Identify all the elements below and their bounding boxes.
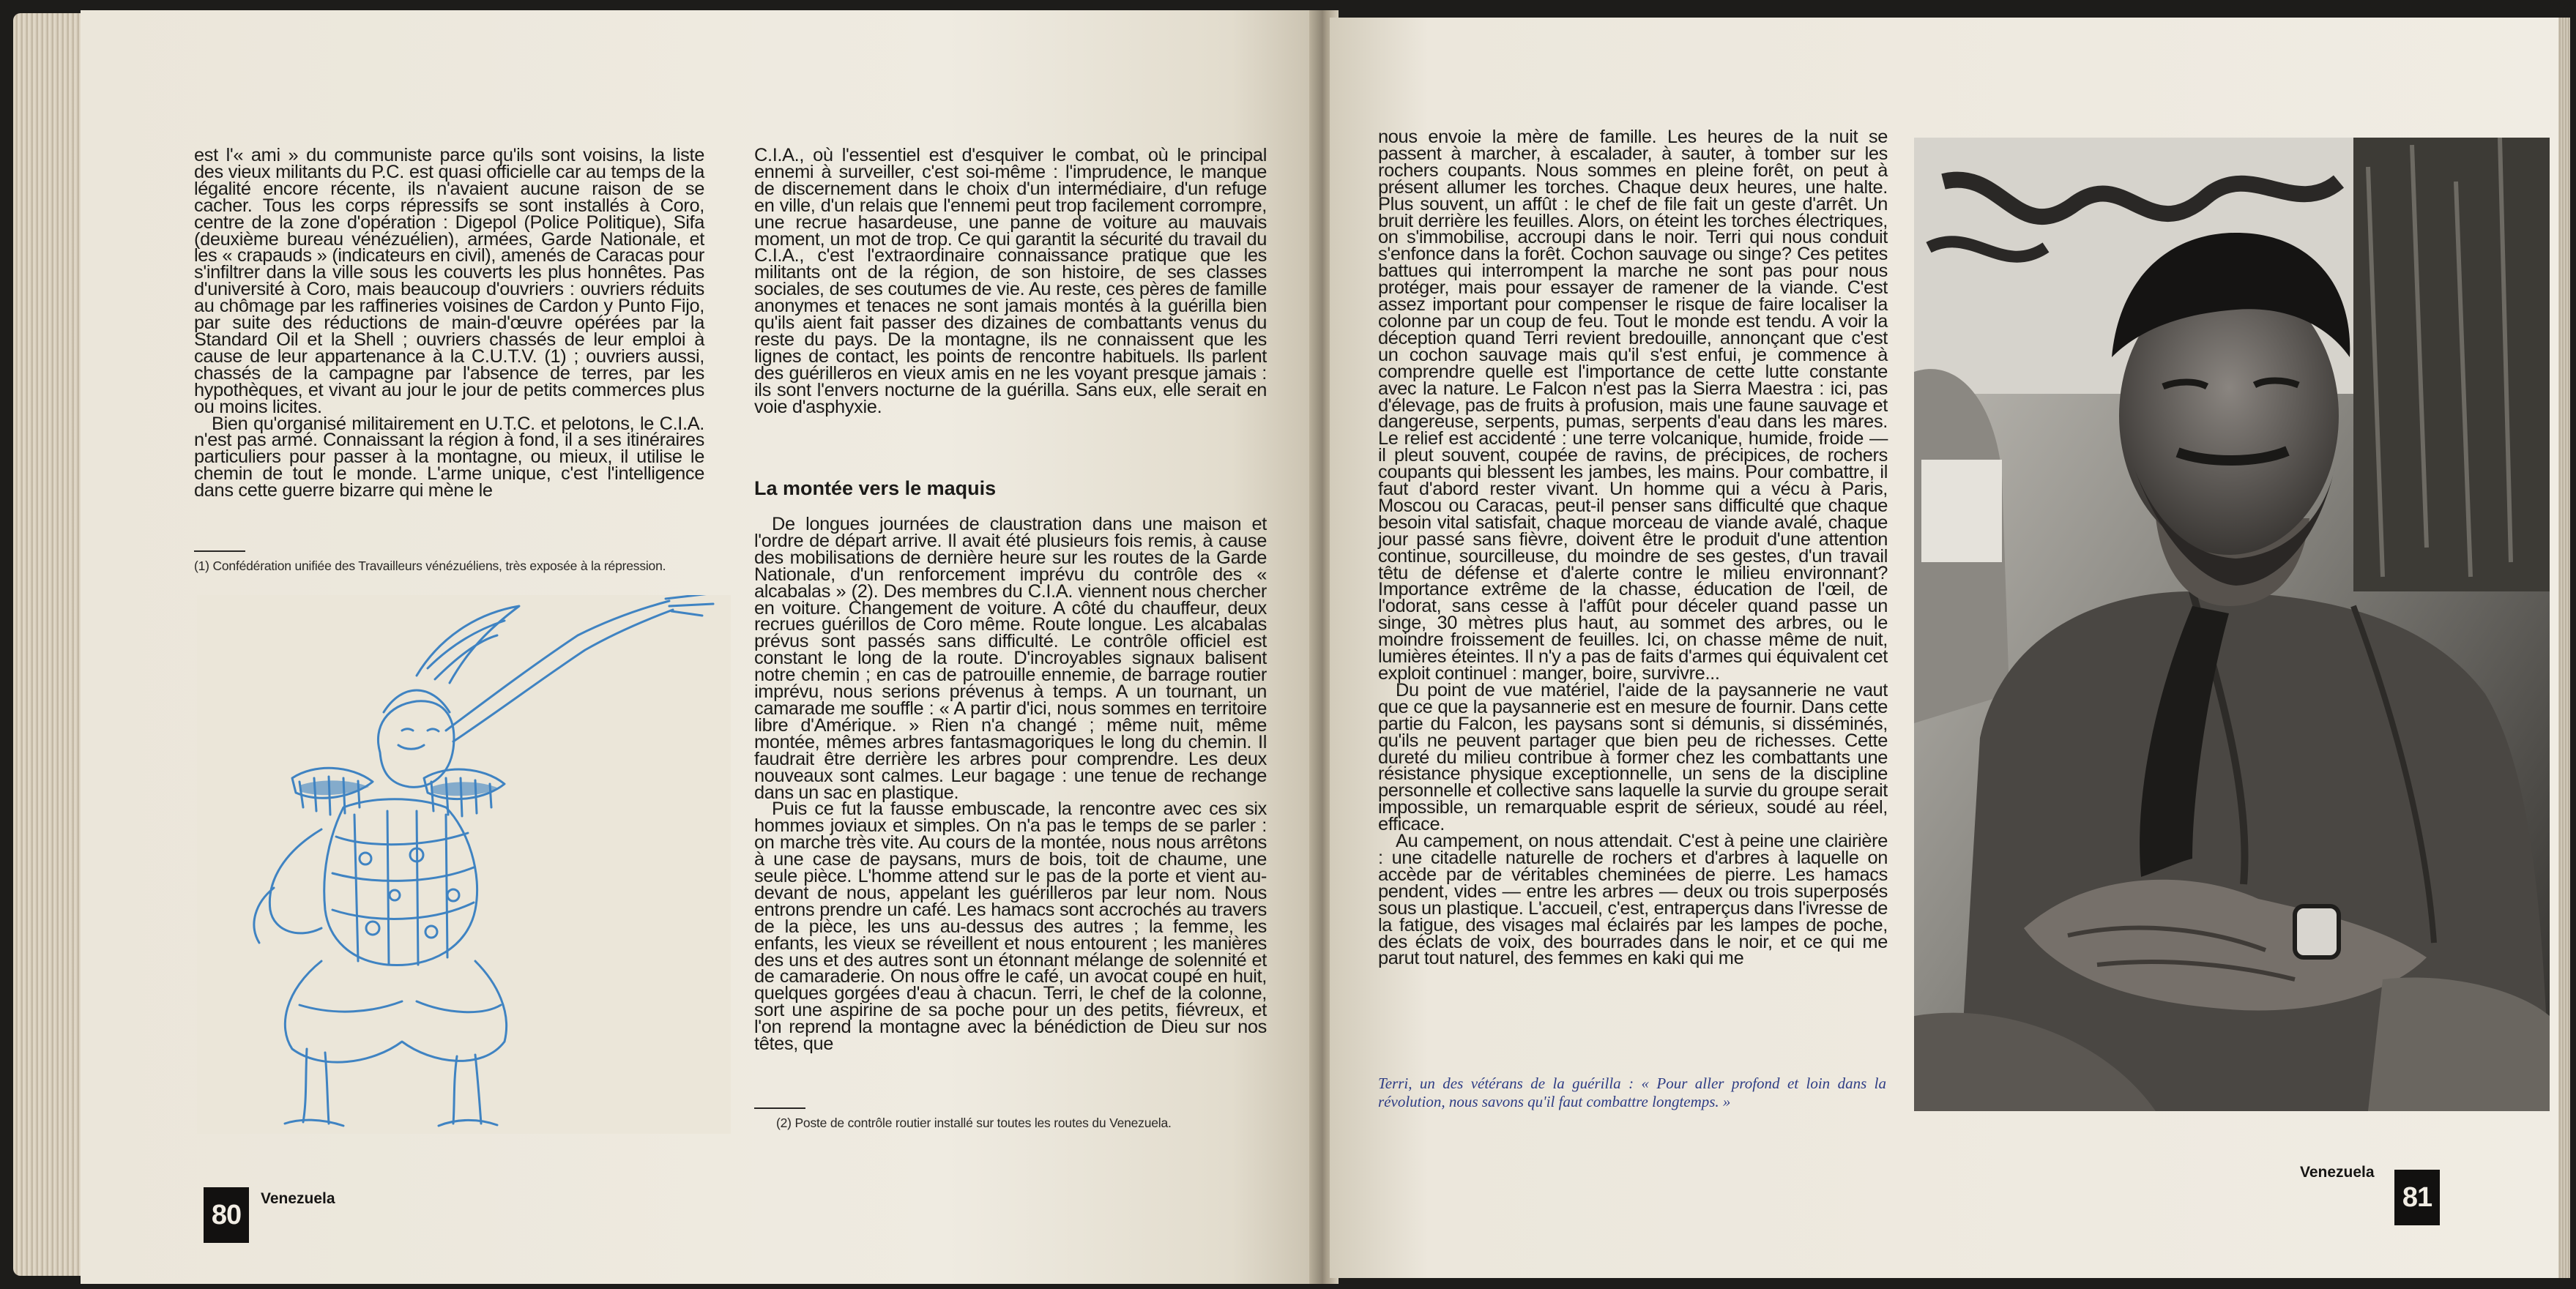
running-head-left: Venezuela [261,1190,335,1207]
page-number-left: 80 [204,1187,249,1243]
running-head-right: Venezuela [2300,1164,2375,1181]
paragraph: Bien qu'organisé militairement en U.T.C. et pelotons, le C.I.A. n'est pas armé. Connaissant la région à fond, il a ses itinéraires particuliers pour passer à la montagne, ou mieux, il utilise le chemin de tout le monde. L'arme unique, c'est l'intelligence dans cette guerre bizarre qui mène le [194,413,704,501]
paragraph: Puis ce fut la fausse embuscade, la rencontre avec ces six hommes joviaux et simples. On n'a pas le temps de se parler : on marche très vite. Au cours de la montée, nous nous arrêtons à une case de paysans, murs de bois, toit de chaume, une seule pièce. L'homme attend sur le pas de la porte et vient au-devant de nous, appelant les guérilleros par leur nom. Nous entrons prendre un café. Les hamacs sont accrochés au travers de la pièce, les uns au-dessus des autres ; la femme, les enfants, les vieux se réveillent et nous entourent ; les manières des uns et des autres sont un étonnant mélange de solennité et de camaraderie. On nous offre le café, un avocat coupé en huit, quelques gorgées d'eau à chacun. Terri, le chef de la colonne, sort une aspirine de sa poche pour un des petits, fiévreux, et l'on reprend la montagne avec la bénédiction de Dieu sur nos têtes, que [754,799,1267,1055]
cartoon-illustration [197,595,731,1134]
paragraph: est l'« ami » du communiste parce qu'ils sont voisins, la liste des vieux militants du P.C. est quasi officielle car au temps de la légalité encore récente, ils n'avaient aucune raison de se cacher. Tous les corps répressifs se sont installés à Coro, centre de la zone d'opération : Digepol (Police Politique), Sifa (deuxième bureau vénézuélien), armées, Garde Nationale, et les « crapauds » (indicateurs en civil), amenés de Caracas pour s'infiltrer dans la ville sous les couverts les plus honnêtes. Pas d'université à Coro, mais beaucoup d'ouvriers : ouvriers réduits au chômage par les raffineries voisines de Cardon y Punto Fijo, par suite des réductions de main-d'œuvre opérées par la Standard Oil et la Shell ; ouvriers chassés de leur emploi à cause de leur appartenance à la C.U.T.V. (1) ; ouvriers aussi, chassés de la campagne par l'absence de terres, par les hypothèques, et vivant au jour le jour de petits commerces plus ou moins licites. [194,145,704,417]
footnote-2: (2) Poste de contrôle routier installé sur toutes les routes du Venezuela. [776,1116,1172,1130]
paragraph: Au campement, on nous attendait. C'est à peine une clairière : une citadelle naturelle de rochers et d'arbres à laquelle on accède par de véritables cheminées de pierre. Les hamacs pendent, vides — entre les arbres — deux ou trois superposés sous un plastique. L'accueil, c'est, entraperçus dans l'ivresse de la fatigue, des visages mal éclairés par les lampes de poche, des éclats de voix, des bourrades dans le noir, et ce qui me parut tout naturel, des femmes en kaki qui me [1378,831,1888,969]
left-page-edges [13,13,86,1276]
left-column-1 [194,147,704,499]
left-column-2-continued [754,516,1267,1053]
page-number-right: 81 [2394,1170,2440,1225]
footnote-1: (1) Confédération unifiée des Travailleurs vénézuéliens, très exposée à la répression. [194,558,666,573]
paragraph: De longues journées de claustration dans une maison et l'ordre de départ arrive. Il avait été plusieurs fois remis, à cause des mobilisations de dernière heure sur les routes de la Garde Nationale, d'un renforcement imprévu du contrôle des « alcabalas » (2). Des membres du C.I.A. viennent nous chercher en voiture. Changement de voiture. A côté du chauffeur, deux recrues guérillos de Coro même. Route longue. Les alcabalas prévus sont passés sans difficulté. Le contrôle officiel est constant le long de la route. D'incroyables signaux balisent notre chemin ; en cas de patrouille ennemie, de barrage routier imprévu, nous serions prévenus à temps. A un tournant, un camarade me souffle : « A partir d'ici, nous sommes en territoire libre d'Amérique. » Rien n'a changé ; même nuit, même montée, mêmes arbres fantasmagoriques le long du chemin. Il faudrait être derrière les arbres pour comprendre. Les deux nouveaux sont calmes. Leur bagage : une tenue de rechange dans un sac en plastique. [754,514,1267,803]
right-column-1 [1378,129,1888,967]
footnote-rule [754,1107,805,1109]
footnote-rule [194,550,245,552]
paragraph: Du point de vue matériel, l'aide de la paysannerie ne vaut que ce que la paysannerie est en mesure de fournir. Dans cette partie du Falcon, les paysans sont si démunis, si disséminés, qu'ils ne peuvent partager que bien peu de richesses. Cette dureté du milieu contribue à former chez les combattants une résistance physique exceptionnelle, un sens de la discipline personnelle et collective sans laquelle la survie du groupe serait impossible, un remarquable esprit de sérieux, soudé au réel, efficace. [1378,679,1888,835]
section-heading-wrapper [754,477,1267,499]
paragraph: nous envoie la mère de famille. Les heures de la nuit se passent à marcher, à escalader, à sauter, à tomber sur les rochers coupants. Nous sommes en pleine forêt, on peut à présent allumer les torches. Chaque deux heures, une halte. Plus souvent, un affût : le chef de file fait un geste d'arrêt. Un bruit derrière les feuilles. Alors, on éteint les torches électriques, on s'immobilise, accroupi dans le noir. Terri qui nous conduit s'enfonce dans la forêt. Cochon sauvage ou singe? Ces petites battues qui interrompent la marche ne sont pas pour nous protéger, mais pour essayer de ramener de la viande. C'est assez important pour compenser le risque de faire localiser la colonne par un coup de feu. Tout le monde est tendu. A voir la déception quand Terri revient bredouille, annonçant que c'est un cochon sauvage mais qu'il s'est enfui, je commence à comprendre quelle est l'importance de cette lutte constante avec la nature. Le Falcon n'est pas la Sierra Maestra : ici, pas d'élevage, pas de fruits à profusion, mais une faune sauvage et dangereuse, serpents, pumas, serpents d'eau dans les mares. Le relief est accidenté : une terre volcanique, humide, froide — il pleut souvent, coupée de ravins, de précipices, de rochers coupants qui blessent les jambes, les mains. Pour combattre, il faut d'abord rester vivant. Un homme qui a vécu à Paris, Moscou ou Caracas, peut-il penser sans difficulté que chaque besoin vital satisfait, chaque morceau de viande avalé, chaque jour passé sans fièvre, doivent être le produit d'une attention continue, sourcilleuse, du moindre de ses gestes, d'un travail têtu de défense et d'alerte contre le milieu environnant? Importance extrême de la chasse, éducation de l'œil, de l'odorat, sans cesse à l'affût pour déceler quand passe un singe, 30 mètres plus haut, au sommet des arbres, ou le moindre froissement de feuilles. Ici, on chasse même de nuit, lumières éteintes. Il n'y a pas de faits d'armes qui équivalent cet exploit continuel : manger, boire, survivre... [1378,127,1888,684]
right-page-edges [2558,18,2570,1278]
paragraph: C.I.A., où l'essentiel est d'esquiver le combat, où le principal ennemi à surveiller, c'est soi-même : l'imprudence, le manque de discernement dans le choix d'un intermédiaire, d'un refuge en ville, d'un relais que l'ennemi peut trop facilement corrompre, une recrue hasardeuse, une panne de voiture au mauvais moment, un mot de trop. Ce qui garantit la sécurité du travail du C.I.A., c'est l'extraordinaire connaissance pratique que les militants ont de la région, de son histoire, de ses classes sociales, de ses coutumes de vie. Au reste, ces pères de famille anonymes et tenaces ne sont jamais montés à la guérilla bien qu'ils aient fait passer des dizaines de combattants venus du reste du pays. De la montagne, ils ne connaissent que les lignes de contact, les points de rencontre habituels. Ils parlent des guérilleros en vieux amis en ne les voyant presque jamais : ils sont l'envers nocturne de la guérilla. Sans eux, elle serait en voie d'asphyxie. [754,145,1267,417]
section-heading: La montée vers le maquis [754,477,997,499]
left-column-2 [754,147,1267,416]
photo-caption: Terri, un des vétérans de la guérilla : « Pour aller profond et loin dans la révolution, nous savons qu'il faut combattre longtemps. » [1378,1075,1886,1110]
guerrilla-portrait-photo [1914,138,2550,1111]
